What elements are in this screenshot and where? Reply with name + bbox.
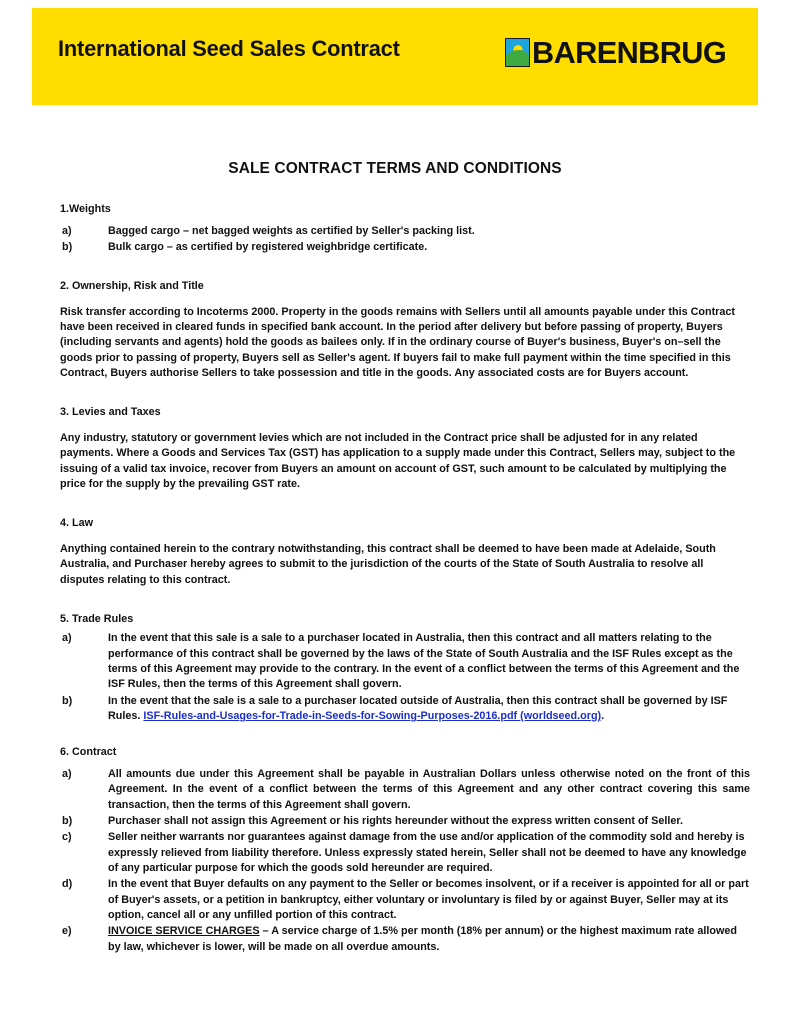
list-item-text: In the event that this sale is a sale to a purchaser located in Australia, then this contract and all matters relating to the performance of this contract shall be governed by the laws of the State of South Australia and the ISF Rules except as the terms of this Agreement may provide to the contrary. In the event of a conflict between the terms of this Agreement and the ISF Rules, then the terms of this Agreement shall govern.	[108, 632, 740, 691]
brand-name: BARENBRUG	[532, 35, 727, 70]
list-item-text-tail: .	[601, 710, 605, 723]
list-item	[60, 224, 750, 239]
list-item	[60, 814, 750, 829]
document-content	[0, 202, 790, 955]
list-item	[60, 924, 750, 955]
list-item	[60, 631, 750, 692]
list-item	[60, 767, 750, 813]
invoice-service-charges-label: INVOICE SERVICE CHARGES	[108, 925, 260, 938]
section-weights	[60, 202, 750, 255]
list-item-text: – A service charge of 1.5% per month (18% per annum) or the highest maximum rate allowed by law, whichever is lower, will be made on all overdue amounts.	[108, 925, 737, 953]
section-paragraph-law: Anything contained herein to the contrary notwithstanding, this contract shall be deemed to have been made at Adelaide, South Australia, and Purchaser hereby agrees to submit to the jurisdiction of the courts of the State of South Australia to resolve all disputes relating to this contract.	[60, 542, 716, 586]
section-heading-trade-rules: 5. Trade Rules	[60, 612, 134, 625]
list-weights	[60, 224, 750, 256]
section-heading-law: 4. Law	[60, 517, 94, 530]
list-item	[60, 694, 750, 725]
list-item-text: Bagged cargo – net bagged weights as certified by Seller's packing list.	[108, 224, 475, 237]
list-marker: b)	[62, 694, 73, 707]
section-ownership-risk-title	[60, 279, 750, 381]
list-item	[60, 877, 750, 923]
page-title: International Seed Sales Contract	[58, 36, 400, 61]
section-paragraph-levies: Any industry, statutory or government levies which are not included in the Contract price shall be adjusted for in any related payments. Where a Goods and Services Tax (GST) has application to a supply made under this Contract, Sellers may, subject to the issuing of a valid tax invoice, recover from Buyers an amount on account of GST, such amount to be calculated by multiplying the price for the supply by the prevailing GST rate.	[60, 431, 736, 490]
document-title: SALE CONTRACT TERMS AND CONDITIONS	[228, 160, 562, 177]
section-paragraph-ownership: Risk transfer according to Incoterms 2000. Property in the goods remains with Sellers until all amounts payable under this Contract have been received in cleared funds in specified bank account. In the period after delivery but before passing of property, Buyers (including servants and agents) hold the goods as bailees only. If in the ordinary course of Buyer's business, Buyer's on–sell the goods prior to passing of property, Buyers sell as Seller's agent. If buyers fail to make full payment within the time specified in this Contract, Buyers authorise Sellers to take possession and title in the goods. Any associated costs are for Buyers account.	[60, 305, 735, 380]
section-contract	[60, 745, 750, 955]
logo-field-shape	[506, 55, 529, 66]
list-item-text: All amounts due under this Agreement shall be payable in Australian Dollars unless otherwise noted on the front of this Agreement. In the event of a conflict between the terms of this Agreement and any other contract covering this same transaction, then the terms of this Agreement shall govern.	[108, 767, 750, 811]
list-item-text: Bulk cargo – as certified by registered weighbridge certificate.	[108, 240, 428, 253]
brand-lockup	[505, 37, 728, 68]
section-heading-levies: 3. Levies and Taxes	[60, 406, 161, 419]
section-heading-ownership: 2. Ownership, Risk and Title	[60, 280, 204, 293]
list-marker: e)	[62, 925, 72, 938]
list-item-text: Purchaser shall not assign this Agreement or his rights hereunder without the express written consent of Seller.	[108, 814, 683, 827]
isf-rules-pdf-link[interactable]: ISF-Rules-and-Usages-for-Trade-in-Seeds-for-Sowing-Purposes-2016.pdf (worldseed.org)	[143, 710, 602, 723]
list-item	[60, 830, 750, 876]
section-heading-contract: 6. Contract	[60, 746, 117, 759]
list-item-text: In the event that Buyer defaults on any payment to the Seller or becomes insolvent, or if a receiver is appointed for all or part of Buyer's assets, or a petition in bankruptcy, either voluntary or involuntary is filed by or against Buyer, Seller may at its option, cancel all or any unfilled portion of this contract.	[108, 878, 749, 921]
list-item-text: Seller neither warrants nor guarantees against damage from the use and/or application of the commodity sold and hereby is expressly relieved from liability therefore. Unless expressly stated herein, Seller shall not be deemed to have any knowledge of any particular purpose for which the goods sold hereunder are required.	[108, 831, 747, 874]
list-trade-rules	[60, 631, 750, 724]
list-item	[60, 240, 750, 255]
list-item-text: In the event that the sale is a sale to a purchaser located outside of Australia, then this contract shall be governed by ISF Rules.	[108, 694, 728, 723]
list-marker: b)	[62, 240, 73, 253]
list-marker: a)	[62, 767, 72, 780]
document-body	[0, 105, 790, 955]
list-marker: c)	[62, 831, 72, 844]
list-marker: d)	[62, 878, 73, 891]
section-heading-weights: 1.Weights	[60, 203, 111, 215]
section-trade-rules	[60, 612, 750, 725]
list-marker: b)	[62, 814, 73, 827]
header-banner	[32, 8, 758, 105]
list-contract	[60, 767, 750, 955]
list-marker: a)	[62, 224, 72, 237]
list-marker: a)	[62, 632, 72, 645]
barenbrug-logo-icon	[505, 38, 530, 67]
section-law	[60, 516, 750, 588]
section-levies-and-taxes	[60, 405, 750, 492]
